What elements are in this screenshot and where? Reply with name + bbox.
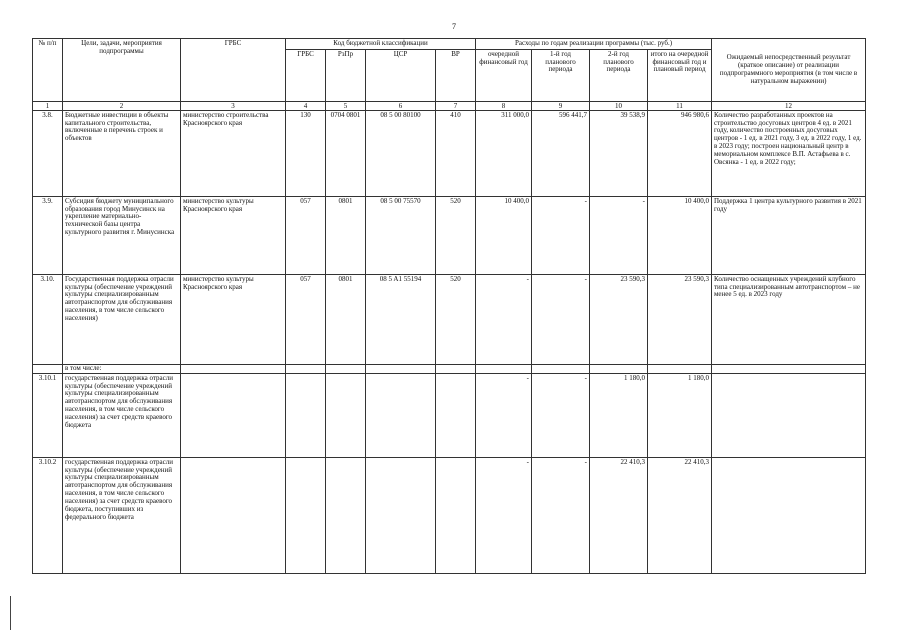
program-table [32,38,866,574]
column-number: 1 [33,101,63,110]
row-grbs: министерство культуры Красноярского края [181,196,286,274]
row-exp-first: - [532,196,590,274]
row-code-vr [436,364,476,373]
row-exp-current: 311 000,0 [476,110,532,196]
row-code-vr: 520 [436,274,476,364]
header-code-csr: ЦСР [366,49,436,101]
row-code-rzpr [326,364,366,373]
table-row [33,196,866,274]
row-code-grbs [286,364,326,373]
row-number: 3.9. [33,196,63,274]
column-number: 11 [648,101,712,110]
table-row [33,274,866,364]
row-grbs [181,373,286,457]
table-row [33,373,866,457]
header-code-group: Код бюджетной классификации [286,39,476,50]
header-exp-total: итого на очередной финансовый год и плановый период [648,49,712,101]
row-exp-current: - [476,457,532,573]
header-code-rzpr: РзПр [326,49,366,101]
row-exp-total: 1 180,0 [648,373,712,457]
column-number: 2 [63,101,181,110]
row-number: 3.10.2 [33,457,63,573]
row-exp-first: - [532,457,590,573]
row-code-vr [436,457,476,573]
row-grbs [181,364,286,373]
row-goal: в том числе: [63,364,181,373]
margin-line [10,596,11,630]
row-code-vr: 520 [436,196,476,274]
row-exp-total [648,364,712,373]
row-number [33,364,63,373]
row-exp-current: - [476,373,532,457]
row-goal: Государственная поддержка отрасли культуры (обеспечение учреждений культуры специализированным автотранспортом для обслуживания населения, в том числе сельского населения) [63,274,181,364]
row-exp-second: 23 590,3 [590,274,648,364]
row-exp-first: 596 441,7 [532,110,590,196]
table-row [33,457,866,573]
row-result [712,457,866,573]
header-exp-second: 2-й год планового периода [590,49,648,101]
header-no: № п/п [33,39,63,102]
row-code-vr: 410 [436,110,476,196]
row-code-vr [436,373,476,457]
column-number: 4 [286,101,326,110]
column-number: 9 [532,101,590,110]
row-code-rzpr [326,373,366,457]
row-exp-current [476,364,532,373]
row-code-grbs: 130 [286,110,326,196]
header-code-vr: ВР [436,49,476,101]
header-exp-first: 1-й год планового периода [532,49,590,101]
row-goal: государственная поддержка отрасли культуры (обеспечение учреждений культуры специализированным автотранспортом для обслуживания населения, в том числе сельского населения) за счет средств краевого бюджета, поступивших из федерального бюджета [63,457,181,573]
column-number: 5 [326,101,366,110]
row-goal: Субсидия бюджету муниципального образования город Минусинск на укрепление материально-технической базы центра культурного развития г. Минусинска [63,196,181,274]
row-exp-first: - [532,373,590,457]
row-code-csr: 08 5 00 80100 [366,110,436,196]
header-grbs: ГРБС [181,39,286,102]
row-result [712,364,866,373]
header-result: Ожидаемый непосредственный результат (краткое описание) от реализации подпрограммного мероприятия (в том числе в натуральном выражении) [712,39,866,102]
row-exp-current: 10 400,0 [476,196,532,274]
row-code-csr [366,373,436,457]
row-exp-current: - [476,274,532,364]
column-number: 10 [590,101,648,110]
row-code-csr [366,364,436,373]
row-code-grbs [286,373,326,457]
row-code-csr [366,457,436,573]
row-exp-total: 10 400,0 [648,196,712,274]
column-number: 8 [476,101,532,110]
row-exp-second: 39 538,9 [590,110,648,196]
row-code-rzpr: 0704 0801 [326,110,366,196]
row-exp-total: 22 410,3 [648,457,712,573]
row-code-rzpr: 0801 [326,196,366,274]
row-code-rzpr: 0801 [326,274,366,364]
column-number: 7 [436,101,476,110]
row-result [712,373,866,457]
row-exp-second: 22 410,3 [590,457,648,573]
row-code-rzpr [326,457,366,573]
row-code-grbs: 057 [286,196,326,274]
row-exp-second: - [590,196,648,274]
row-exp-total: 946 980,6 [648,110,712,196]
column-number: 6 [366,101,436,110]
row-grbs: министерство строительства Красноярского края [181,110,286,196]
row-exp-second: 1 180,0 [590,373,648,457]
row-exp-first [532,364,590,373]
row-goal: государственная поддержка отрасли культуры (обеспечение учреждений культуры специализированным автотранспортом для обслуживания населения, в том числе сельского населения) за счет средств краевого бюджета [63,373,181,457]
row-result: Поддержка 1 центра культурного развития в 2021 году [712,196,866,274]
table-row [33,110,866,196]
row-code-grbs: 057 [286,274,326,364]
table-row [33,364,866,373]
row-exp-total: 23 590,3 [648,274,712,364]
row-grbs [181,457,286,573]
row-goal: Бюджетные инвестиции в объекты капитального строительства, включенные в перечень строек и объектов [63,110,181,196]
row-result: Количество разработанных проектов на строительство досуговых центров 4 ед. в 2021 году, количество построенных досуговых центров - 1 ед. в 2021 году, 3 ед. в 2022 году, 1 ед. в 2023 году; построен национальный центр в мемориальном комплексе В.П. Астафьева в с. Овсянка - 1 ед. в 2022 году; [712,110,866,196]
row-code-grbs [286,457,326,573]
header-code-grbs: ГРБС [286,49,326,101]
header-exp-current: очередной финансовый год [476,49,532,101]
header-expenses-group: Расходы по годам реализации программы (тыс. руб.) [476,39,712,50]
column-number: 3 [181,101,286,110]
row-number: 3.10. [33,274,63,364]
row-exp-second [590,364,648,373]
row-result: Количество оснащенных учреждений клубного типа специализированным автотранспортом – не менее 5 ед. в 2023 году [712,274,866,364]
page-number: 7 [452,22,456,31]
row-code-csr: 08 5 A1 55194 [366,274,436,364]
row-exp-first: - [532,274,590,364]
column-number: 12 [712,101,866,110]
row-grbs: министерство культуры Красноярского края [181,274,286,364]
row-number: 3.10.1 [33,373,63,457]
row-code-csr: 08 5 00 75570 [366,196,436,274]
row-number: 3.8. [33,110,63,196]
header-goals: Цели, задачи, мероприятия подпрограммы [63,39,181,102]
